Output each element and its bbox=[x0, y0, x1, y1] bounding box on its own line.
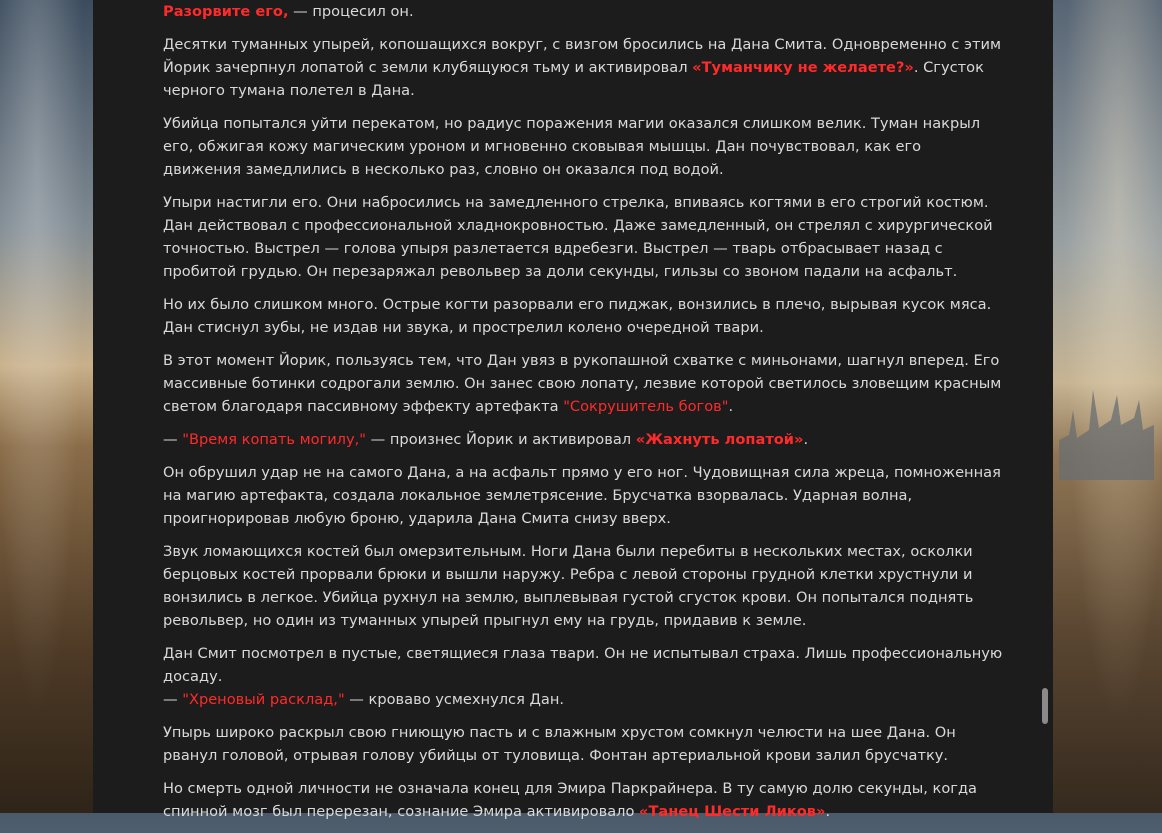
chapter-text bbox=[163, 0, 1003, 833]
paragraph-text: Он обрушил удар не на самого Дана, а на асфальт прямо у его ног. Чудовищная сила жреца, помноженная на магию артефакта, создала локальное землетрясение. Брусчатка взорвалась. Ударная волна, проигнорировав любую броню, ударила Дана Смита снизу вверх. bbox=[163, 464, 1001, 527]
ruins-silhouette bbox=[1059, 380, 1154, 480]
paragraph-text: Упырь широко раскрыл свою гниющую пасть и с влажным хрустом сомкнул челюсти на шее Дана. Он рванул головой, отрывая голову убийцы от туловища. Фонтан артериальной крови залил брусчатку. bbox=[163, 724, 956, 764]
highlight-text: «Танец Шести Ликов» bbox=[639, 803, 826, 820]
paragraph-text: В этот момент Йорик, пользуясь тем, что Дан увяз в рукопашной схватке с миньонами, шагнул вперед. Его массивные ботинки содрогали землю. Он занес свою лопату, лезвие которой светилось зловещим красным светом благодаря пассивному эффекту артефакта bbox=[163, 352, 1002, 415]
paragraph-text: — bbox=[163, 431, 183, 448]
paragraph bbox=[163, 349, 1003, 418]
paragraph-text: . bbox=[728, 398, 734, 415]
paragraph-text: . bbox=[803, 431, 809, 448]
highlight-text: "Хреновый расклад," bbox=[182, 691, 345, 708]
paragraph-text: . bbox=[825, 803, 831, 820]
paragraph-text: Упыри настигли его. Они набросились на замедленного стрелка, впиваясь когтями в его строгий костюм. Дан действовал с профессиональной хладнокровностью. Даже замедленный, он стрелял с хирургической точностью. Выстрел — голова упыря разлетается вдребезги. Выстрел — тварь отбрасывает назад с пробитой грудью. Он перезаряжал револьвер за доли секунды, гильзы со звоном падали на асфальт. bbox=[163, 194, 993, 280]
paragraph-text: Дан Смит посмотрел в пустые, светящиеся глаза твари. Он не испытывал страха. Лишь профессиональную досаду. bbox=[163, 645, 1003, 685]
paragraph-text: — процесил он. bbox=[288, 3, 414, 20]
paragraph bbox=[163, 428, 1003, 451]
paragraph bbox=[163, 642, 1003, 711]
paragraph-text: — кроваво усмехнулся Дан. bbox=[344, 691, 565, 708]
paragraph bbox=[163, 0, 1003, 23]
paragraph bbox=[163, 461, 1003, 530]
paragraph bbox=[163, 191, 1003, 283]
paragraph bbox=[163, 777, 1003, 823]
paragraph bbox=[163, 112, 1003, 181]
highlight-text: "Время копать могилу," bbox=[182, 431, 367, 448]
paragraph bbox=[163, 33, 1003, 102]
paragraph-text: — bbox=[163, 691, 183, 708]
paragraph bbox=[163, 721, 1003, 767]
highlight-text: Разорвите его, bbox=[163, 3, 289, 20]
background-right bbox=[1053, 0, 1162, 813]
paragraph-text: Но их было слишком много. Острые когти разорвали его пиджак, вонзились в плечо, вырывая кусок мяса. Дан стиснул зубы, не издав ни звука, и прострелил колено очередной твари. bbox=[163, 296, 992, 336]
highlight-text: «Жахнуть лопатой» bbox=[635, 431, 804, 448]
paragraph bbox=[163, 293, 1003, 339]
paragraph bbox=[163, 540, 1003, 632]
reader-panel bbox=[93, 0, 1053, 820]
highlight-text: «Туманчику не желаете?» bbox=[692, 59, 914, 76]
paragraph-text: Десятки туманных упырей, копошащихся вокруг, с визгом бросились на Дана Смита. Одновременно с этим Йорик зачерпнул лопатой с земли клубящуюся тьму и активировал bbox=[163, 36, 1002, 76]
paragraph-text: — произнес Йорик и активировал bbox=[366, 431, 636, 448]
highlight-text: "Сокрушитель богов" bbox=[563, 398, 729, 415]
paragraph-text: Убийца попытался уйти перекатом, но радиус поражения магии оказался слишком велик. Туман накрыл его, обжигая кожу магическим уроном и мгновенно сковывая мышцы. Дан почувствовал, как его движения замедлились в несколько раз, словно он оказался под водой. bbox=[163, 115, 981, 178]
paragraph-text: Но смерть одной личности не означала конец для Эмира Паркрайнера. В ту самую долю секунды, когда спинной мозг был перерезан, сознание Эмира активировало bbox=[163, 780, 977, 820]
paragraph-text: . Сгусток черного тумана полетел в Дана. bbox=[163, 59, 984, 99]
paragraph-text: Звук ломающихся костей был омерзительным. Ноги Дана были перебиты в нескольких местах, осколки берцовых костей прорвали брюки и вышли наружу. Ребра с левой стороны грудной клетки хрустнули и вонзились в легкое. Убийца рухнул на землю, выплевывая густой сгусток крови. Он попытался поднять револьвер, но один из туманных упырей прыгнул ему на грудь, придавив к земле. bbox=[163, 543, 974, 629]
scrollbar-thumb[interactable] bbox=[1042, 688, 1048, 724]
background-left bbox=[0, 0, 93, 813]
